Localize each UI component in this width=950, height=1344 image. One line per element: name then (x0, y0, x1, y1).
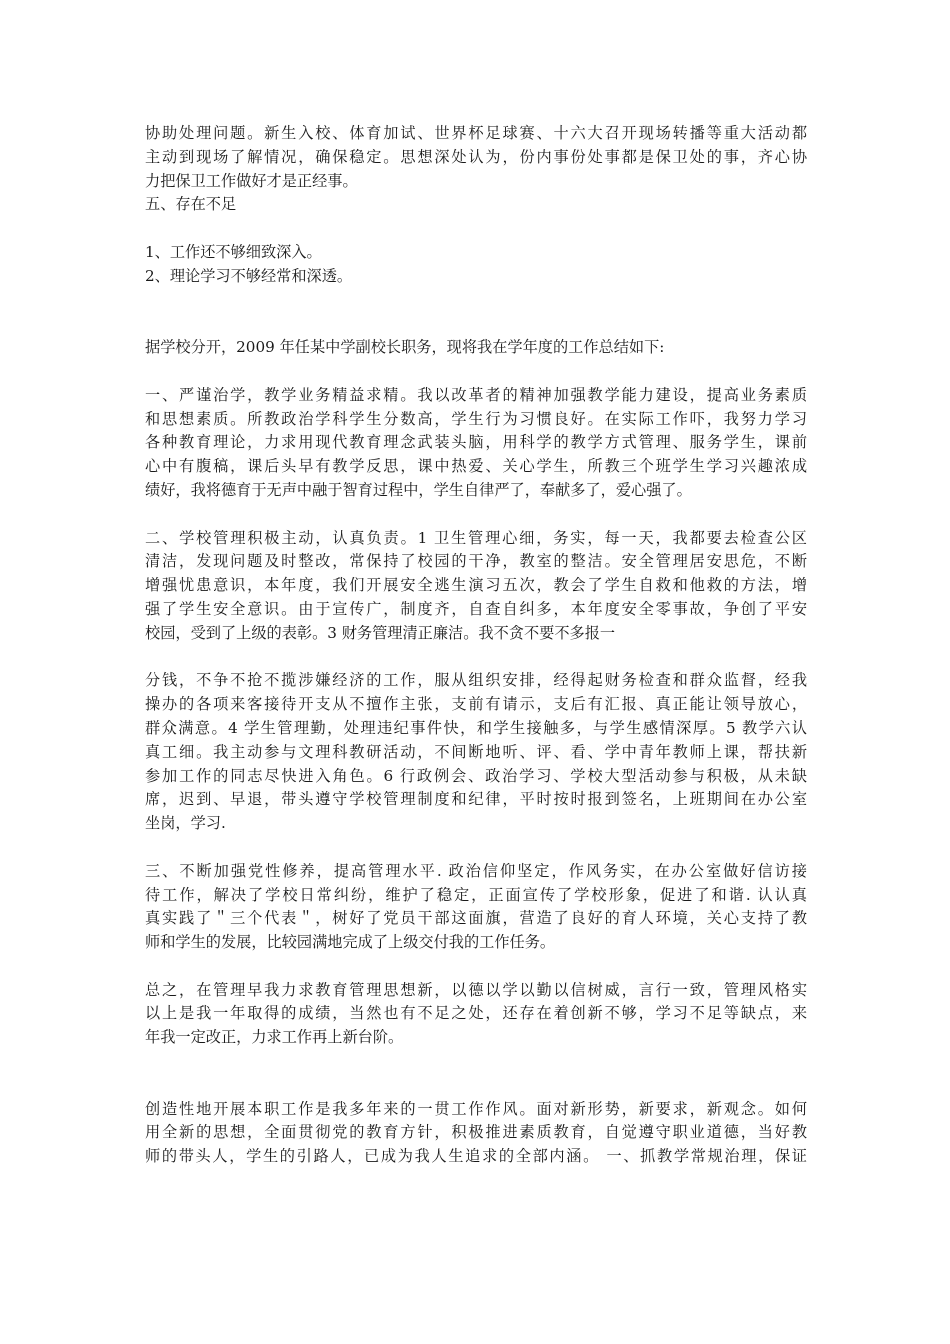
text-line: 增强忧患意识，本年度，我们开展安全逃生演习五次，教会了学生自救和他救的方法，增 (145, 576, 807, 595)
text-line: 真实践了＂三个代表＂，树好了党员干部这面旗，营造了良好的育人环境，关心支持了教 (145, 909, 807, 928)
text-line: 席，迟到、早退，带头遵守学校管理制度和纪律，平时按时报到签名，上班期间在办公室 (145, 790, 807, 809)
text-line: 师和学生的发展，比较园满地完成了上级交付我的工作任务。 (145, 933, 556, 952)
text-line: 总之，在管理早我力求教育管理思想新，以德以学以勤以信树威，言行一致，管理风格实 (145, 980, 807, 999)
list-item: 2、理论学习不够经常和深透。 (145, 266, 353, 285)
text-line: 主动到现场了解情况，确保稳定。思想深处认为，份内事份处事都是保卫处的事，齐心协 (145, 147, 807, 166)
text-line: 绩好，我将德育于无声中融于智育过程中，学生自律严了，奉献多了，爱心强了。 (145, 480, 692, 499)
text-line: 年我一定改正，力求工作再上新台阶。 (145, 1028, 404, 1047)
text-line: 和思想素质。所教政治学科学生分数高，学生行为习惯良好。在实际工作吓，我努力学习 (145, 409, 807, 428)
text-line: 参加工作的同志尽快进入角色。6 行政例会、政治学习、学校大型活动参与积极，从未缺 (145, 766, 807, 785)
text-line: 群众满意。4 学生管理勤，处理违纪事件快，和学生接触多，与学生感情深厚。5 教学六认 (145, 718, 807, 737)
section-heading: 五、存在不足 (145, 195, 237, 214)
text-line: 校园，受到了上级的表彰。3 财务管理清正廉洁。我不贪不要不多报一 (145, 623, 616, 642)
text-line: 力把保卫工作做好才是正经事。 (145, 171, 358, 190)
text-line: 心中有腹稿，课后头早有教学反思，课中热爱、关心学生，所教三个班学生学习兴趣浓成 (145, 457, 807, 476)
text-line: 清洁，发现问题及时整改，常保持了校园的干净，教室的整洁。安全管理居安思危，不断 (145, 552, 807, 571)
text-line: 创造性地开展本职工作是我多年来的一贯工作作风。面对新形势，新要求，新观念。如何 (145, 1099, 807, 1118)
text-line: 三、不断加强党性修养，提高管理水平. 政治信仰坚定，作风务实，在办公室做好信访接 (145, 861, 807, 880)
text-line: 二、学校管理积极主动，认真负责。1 卫生管理心细，务实，每一天，我都要去检查公区 (145, 528, 807, 547)
text-line: 据学校分开，2009 年任某中学副校长职务，现将我在学年度的工作总结如下: (145, 338, 665, 357)
text-line: 分钱，不争不抢不揽涉嫌经济的工作，服从组织安排，经得起财务检查和群众监督，经我 (145, 671, 807, 690)
text-line: 强了学生安全意识。由于宣传广，制度齐，自查自纠多，本年度安全零事故，争创了平安 (145, 599, 807, 618)
text-line: 待工作，解决了学校日常纠纷，维护了稳定，正面宣传了学校形象，促进了和谐. 认认真 (145, 885, 807, 904)
text-line: 各种教育理论，力求用现代教育理念武装头脑，用科学的教学方式管理、服务学生，课前 (145, 433, 807, 452)
text-line: 坐岗，学习. (145, 814, 226, 833)
text-line: 真工细。我主动参与文理科教研活动，不间断地听、评、看、学中青年教师上课，帮扶新 (145, 742, 807, 761)
text-line: 操办的各项来客接待开支从不擅作主张，支前有请示，支后有汇报、真正能让领导放心， (145, 695, 807, 714)
list-item: 1、工作还不够细致深入。 (145, 242, 322, 261)
text-line: 师的带头人，学生的引路人，已成为我人生追求的全部内涵。 一、抓教学常规治理，保证 (145, 1147, 807, 1166)
text-line: 协助处理问题。新生入校、体育加试、世界杯足球赛、十六大召开现场转播等重大活动都 (145, 124, 807, 142)
text-line: 用全新的思想，全面贯彻党的教育方针，积极推进素质教育，自觉遵守职业道德，当好教 (145, 1123, 807, 1142)
text-line: 一、严谨治学，教学业务精益求精。我以改革者的精神加强教学能力建设，提高业务素质 (145, 385, 807, 404)
document-body (145, 122, 807, 1169)
text-line: 以上是我一年取得的成绩，当然也有不足之处，还存在着创新不够，学习不足等缺点，来 (145, 1004, 807, 1023)
